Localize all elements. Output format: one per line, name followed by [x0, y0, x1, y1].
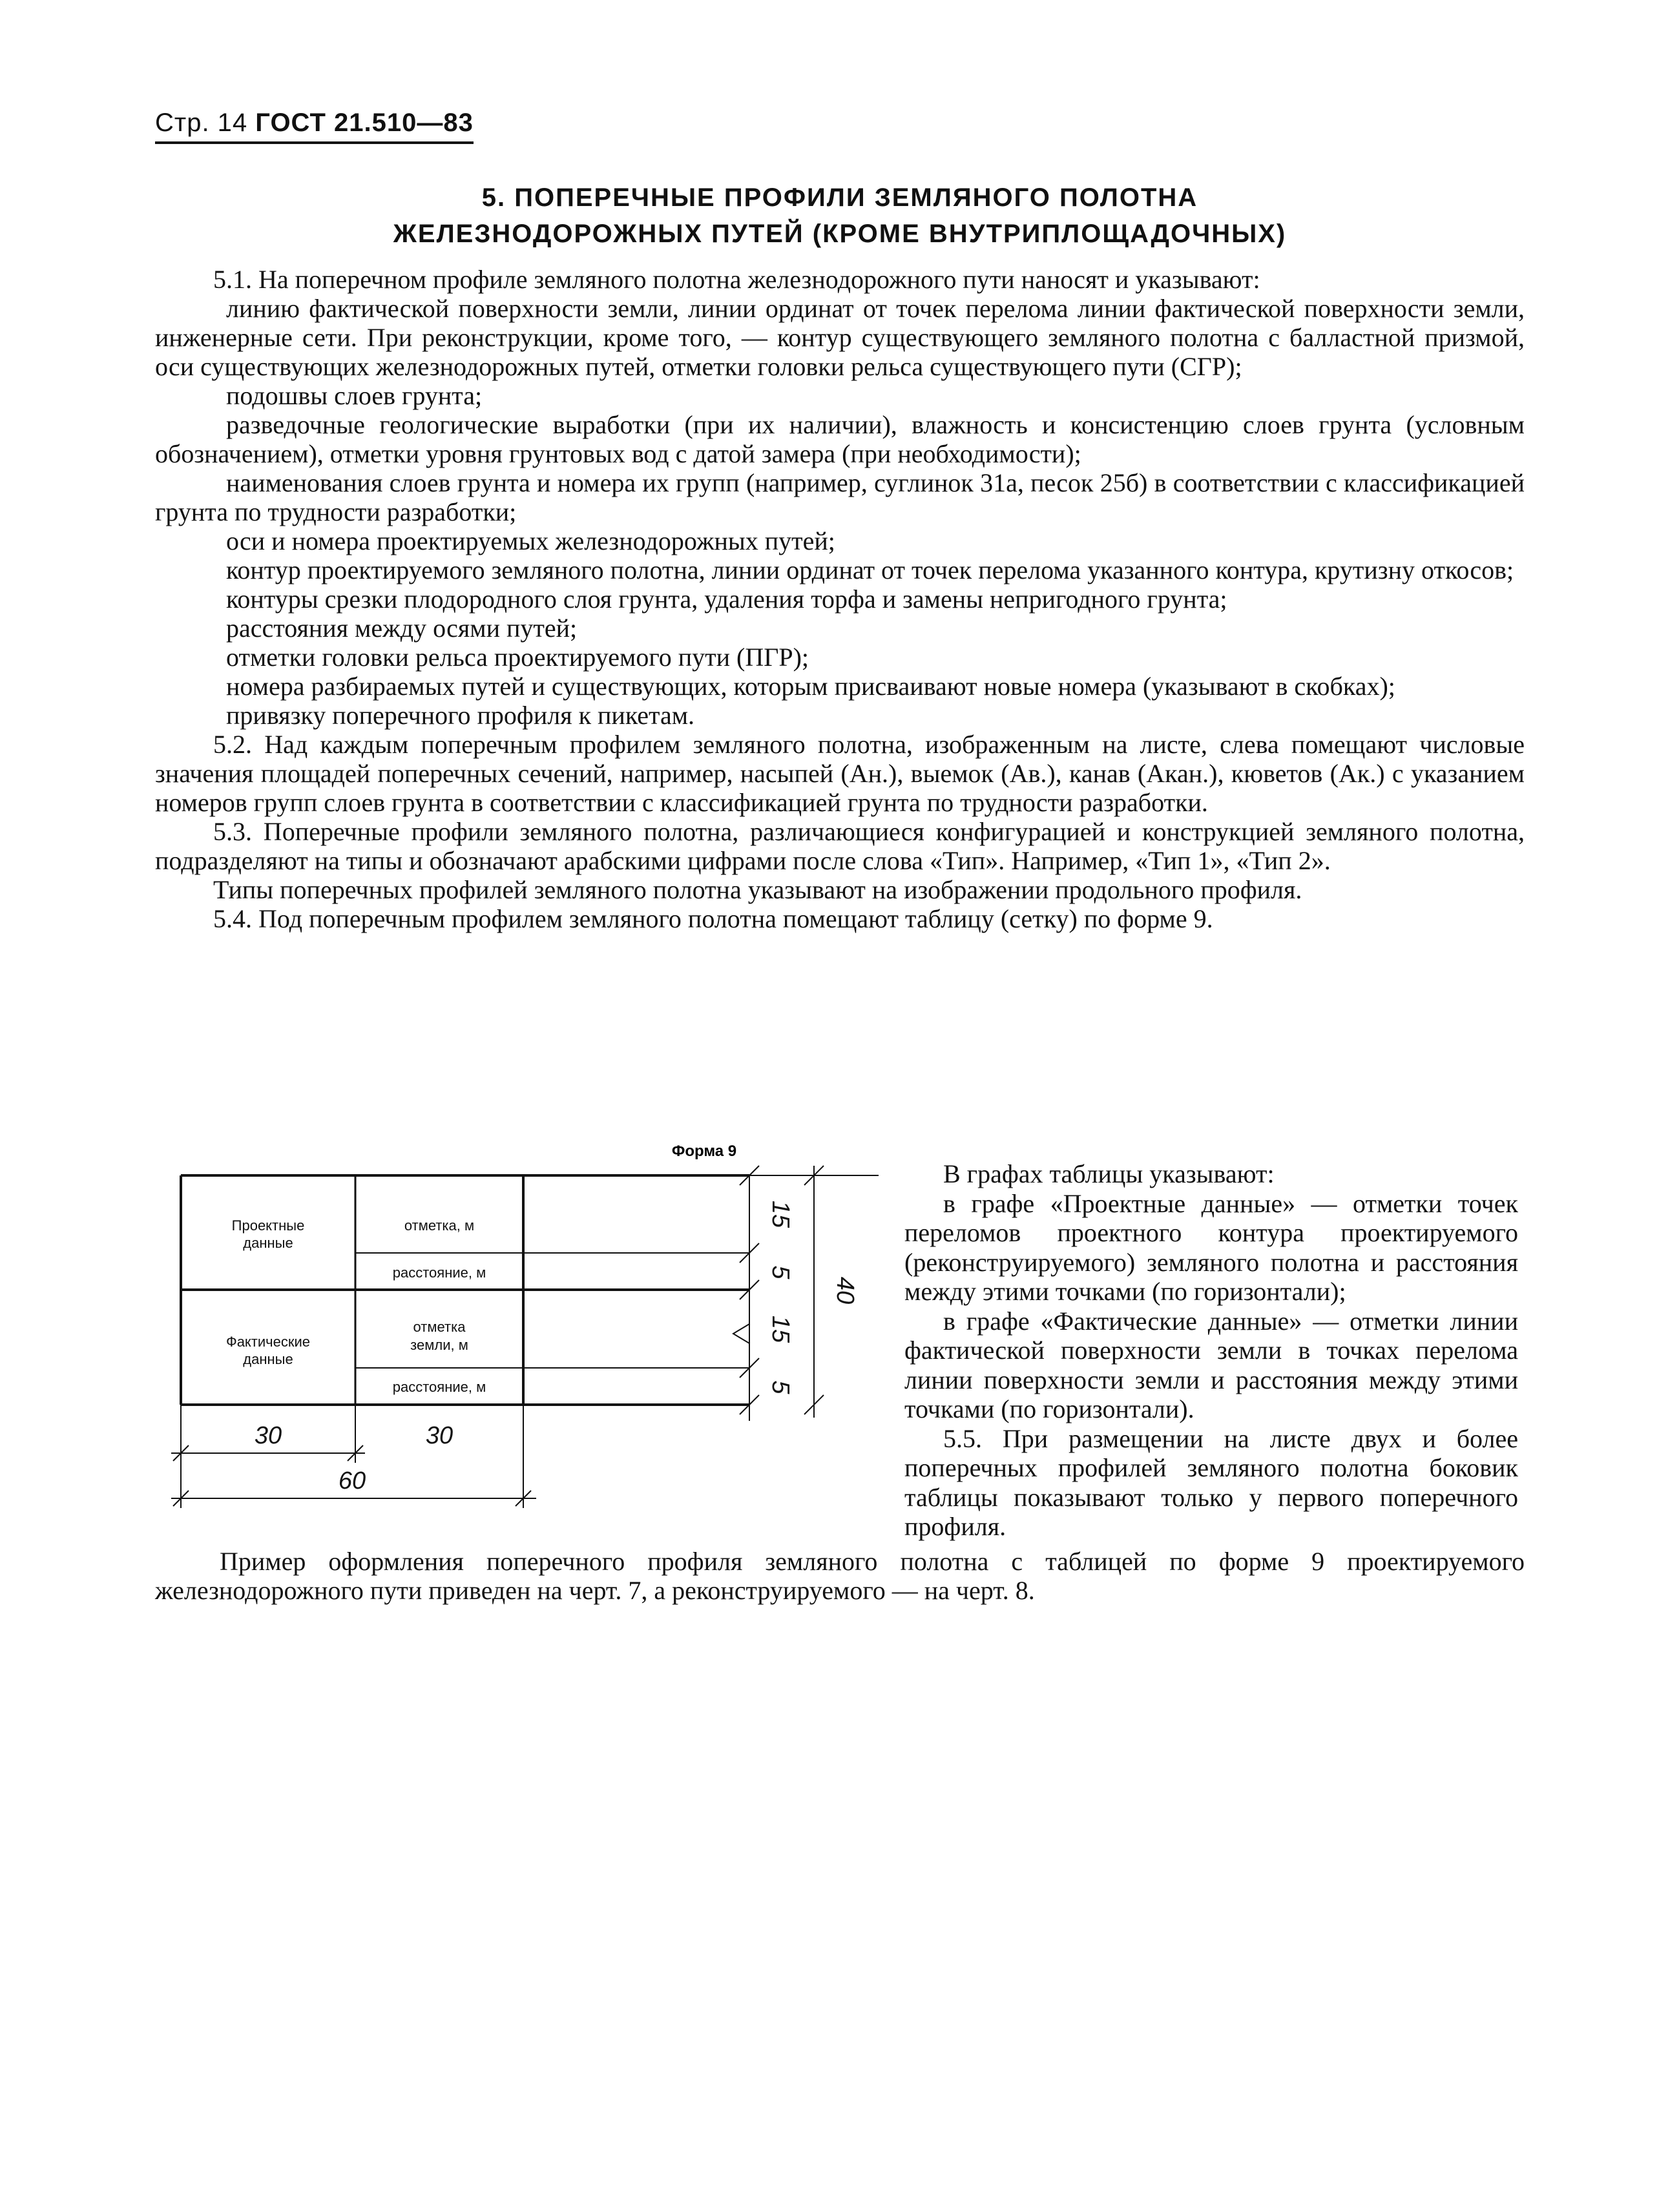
standard-code: ГОСТ 21.510—83: [255, 109, 474, 137]
section-title-line-2: ЖЕЛЕЗНОДОРОЖНЫХ ПУТЕЙ (КРОМЕ ВНУТРИПЛОЩАДОЧНЫХ): [393, 220, 1287, 248]
paragraph-5-3: 5.3. Поперечные профили земляного полотна, различающиеся конфигурацией и конструкцией земляного полотна, подразделяют на типы и обозначают арабскими цифрами после слова «Тип». Например, «Тип 1», «Тип 2».: [155, 817, 1525, 875]
row-group-project-label-2: данные: [243, 1235, 293, 1251]
list-item: разведочные геологические выработки (при их наличии), влажность и консистенцию слоев грунта (условным обозначением), отметки уровня грунтовых вод с датой замера (при необходимости);: [155, 410, 1525, 468]
row-label-mark: отметка, м: [404, 1217, 475, 1234]
dim-row-height-15: 15: [767, 1200, 794, 1228]
list-item: номера разбираемых путей и существующих, которым присваивают новые номера (указывают в скобках);: [226, 672, 1395, 701]
paragraph-5-4: 5.4. Под поперечным профилем земляного полотна помещают таблицу (сетку) по форме 9.: [213, 904, 1213, 933]
list-item: оси и номера проектируемых железнодорожных путей;: [226, 526, 835, 555]
section-title-line-1: 5. ПОПЕРЕЧНЫЕ ПРОФИЛИ ЗЕМЛЯНОГО ПОЛОТНА: [481, 183, 1198, 212]
list-item: наименования слоев грунта и номера их групп (например, суглинок 31а, песок 25б) в соответствии с классификацией грунта по трудности разработки;: [155, 468, 1525, 526]
list-item: контуры срезки плодородного слоя грунта, удаления торфа и замены непригодного грунта;: [226, 584, 1227, 614]
section-title: [155, 180, 1525, 252]
dim-total-width-60: 60: [338, 1467, 366, 1494]
page-header: [155, 109, 474, 144]
dim-total-height-40: 40: [831, 1276, 859, 1305]
side-paragraph: В графах таблицы указывают:: [943, 1159, 1275, 1188]
row-label-distance: расстояние, м: [392, 1265, 486, 1281]
form-9-table-diagram: [155, 1137, 898, 1537]
main-body-text: [155, 265, 1525, 933]
side-paragraph: в графе «Проектные данные» — отметки точек переломов проектного контура проектируемого (реконструируемого) земляного полотна и расстояния между этими точками (по горизонтали);: [904, 1188, 1518, 1306]
list-item: отметки головки рельса проектируемого пути (ПГР);: [226, 643, 809, 672]
paragraph-5-1: 5.1. На поперечном профиле земляного полотна железнодорожного пути наносят и указывают:: [213, 265, 1260, 294]
dim-col-width-30: 30: [254, 1422, 282, 1449]
side-text-column: [904, 1159, 1518, 1542]
side-paragraph: в графе «Фактические данные» — отметки линии фактической поверхности земли в точках перелома линии поверхности земли и расстояния между этими точками (по горизонтали).: [904, 1306, 1518, 1423]
row-group-actual-label-1: Фактические: [225, 1334, 311, 1350]
paragraph-5-5: 5.5. При размещении на листе двух и более поперечных профилей земляного полотна боковик таблицы показывают только у первого поперечного профиля.: [904, 1423, 1518, 1541]
list-item: привязку поперечного профиля к пикетам.: [226, 701, 695, 730]
row-label-ground-mark-2: земли, м: [410, 1337, 468, 1353]
row-label-distance-actual: расстояние, м: [392, 1379, 486, 1395]
row-group-actual-label-2: данные: [243, 1351, 293, 1367]
page-number: Стр. 14: [155, 109, 248, 137]
closing-text: [155, 1547, 1525, 1605]
row-group-project-label-1: Проектные: [231, 1217, 305, 1234]
row-label-ground-mark-1: отметка: [413, 1319, 466, 1335]
form-caption: Форма 9: [671, 1142, 737, 1160]
dim-col-width-30: 30: [425, 1422, 454, 1449]
dim-row-height-5: 5: [767, 1265, 794, 1279]
dim-row-height-5: 5: [767, 1380, 794, 1394]
paragraph-5-2: 5.2. Над каждым поперечным профилем земляного полотна, изображенным на листе, слева помещают числовые значения площадей поперечных сечений, например, насыпей (Ан.), выемок (Ав.), канав (Акан.), кюветов (Ак.) с указанием номеров групп слоев грунта в соответствии с классификацией грунта по трудности разработки.: [155, 730, 1525, 817]
paragraph-types: Типы поперечных профилей земляного полотна указывают на изображении продольного профиля.: [213, 875, 1302, 904]
list-item: подошвы слоев грунта;: [226, 381, 483, 410]
list-item: контур проектируемого земляного полотна, линии ординат от точек перелома указанного контура, крутизну откосов;: [226, 555, 1514, 584]
dim-row-height-15: 15: [767, 1315, 794, 1343]
list-item: линию фактической поверхности земли, линии ординат от точек перелома линии фактической поверхности земли, инженерные сети. При реконструкции, кроме того, — контур существующего земляного полотна с балластной призмой, оси существующих железнодорожных путей, отметки головки рельса существующего пути (СГР);: [155, 294, 1525, 381]
closing-paragraph: Пример оформления поперечного профиля земляного полотна с таблицей по форме 9 проектируемого железнодорожного пути приведен на черт. 7, а реконструируемого — на черт. 8.: [155, 1547, 1525, 1605]
list-item: расстояния между осями путей;: [226, 614, 578, 643]
